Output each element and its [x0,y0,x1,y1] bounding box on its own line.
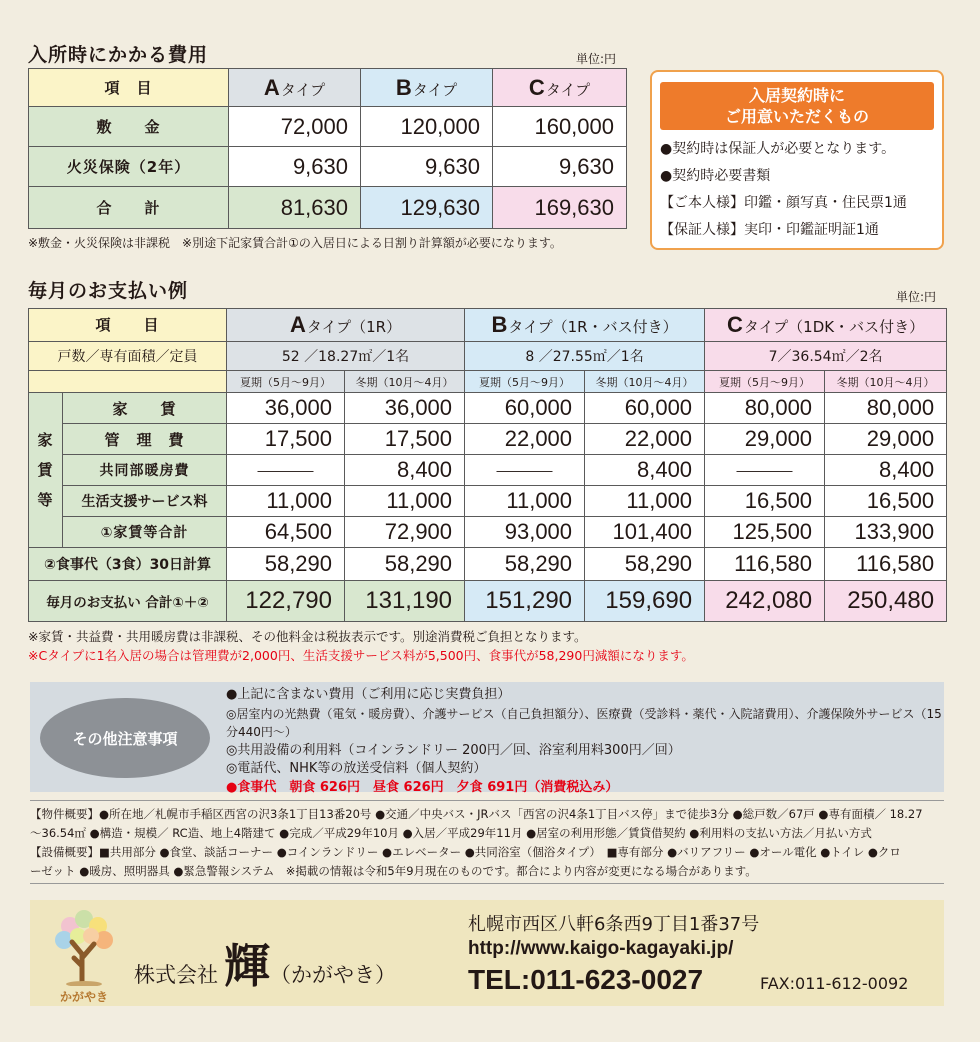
cell-value: 11,000 [465,486,585,517]
cell-value: 169,630 [493,187,627,229]
section2-unit: 単位:円 [896,290,937,304]
monthly-payment-table [28,308,947,622]
cell-value: 9,630 [229,147,361,187]
rent-group-label: 家 賃 等 [29,393,63,547]
other-note-line: ●上記に含まない費用（ご利用に応じ実費負担） [226,687,511,702]
units-value-b: 8 ／27.55㎡／1名 [465,341,705,370]
row-label: 管 理 費 [63,424,227,455]
other-note-line: ◎電話代、NHK等の放送受信料（個人契約） [226,761,487,776]
table-row [29,424,947,455]
company-address: 札幌市西区八軒6条西9丁目1番37号 [468,914,760,935]
summary-line: 【物件概要】●所在地／札幌市手稲区西宮の沢3条1丁目13番20号 ●交通／中央バス・JRバス「西宮の沢4条1丁目バス停」まで徒歩3分 ●総戸数／67戸 ●専有面積／ 18.27 [30,807,923,821]
cell-value: 80,000 [825,393,947,424]
cell-value: 16,500 [705,486,825,517]
cell-value: 160,000 [493,107,627,147]
table-row [29,516,947,547]
header-type-a: Aタイプ（1R） [227,309,465,342]
cell-value: 116,580 [705,547,825,580]
table-row [29,580,947,621]
section2-red-note: ※Cタイプに1名入居の場合は管理費が2,000円、生活支援サービス料が5,500円、食事代が58,290円減額になります。 [28,648,694,663]
cell-value: 22,000 [465,424,585,455]
cell-value: 36,000 [227,393,345,424]
total-row-label: 毎月のお支払い 合計①＋② [29,580,227,621]
header-type-a: Aタイプ [229,69,361,107]
row-label: 敷 金 [29,107,229,147]
other-note-line: ◎共用設備の利用料（コインランドリー 200円／回、浴室利用料300円／回） [226,742,681,758]
units-value-a: 52 ／18.27㎡／1名 [227,341,465,370]
cell-value: 16,500 [825,486,947,517]
cell-value: 81,630 [229,187,361,229]
cell-value: 120,000 [361,107,493,147]
summary-line: ～36.54㎡ ●構造・規模／ RC造、地上4階建て ●完成／平成29年10月 ●入居／平成29年11月 ●居室の利用形態／賃貸借契約 ●利用料の支払い方法／月払い方式 [30,826,872,840]
cell-value: 36,000 [345,393,465,424]
cell-value: 58,290 [585,547,705,580]
initial-cost-table [28,68,627,229]
cell-value: 58,290 [465,547,585,580]
summary-line: ーゼット ●暖房、照明器具 ●緊急警報システム ※掲載の情報は令和5年9月現在のものです。都合により内容が変更になる場合があります。 [30,864,757,878]
header-type-b: Bタイプ [361,69,493,107]
cell-value: 29,000 [705,424,825,455]
cell-value: ―――― [465,455,585,486]
season-header: 夏期（5月～9月） [227,370,345,393]
row-label: 生活支援サービス料 [63,486,227,517]
cell-value: 64,500 [227,516,345,547]
cell-value: 131,190 [345,580,465,621]
table-row [29,147,627,187]
header-type-c: Cタイプ（1DK・バス付き） [705,309,947,342]
units-label: 戸数／専有面積／定員 [29,341,227,370]
units-value-c: 7／36.54㎡／2名 [705,341,947,370]
cell-value: 9,630 [361,147,493,187]
cell-value: ―――― [705,455,825,486]
tree-logo-icon [44,906,124,986]
cell-value: 93,000 [465,516,585,547]
table-row [29,187,627,229]
contract-box-title: 入居契約時に ご用意いただくもの [660,82,934,130]
cell-value: 17,500 [227,424,345,455]
cell-value: 122,790 [227,580,345,621]
season-header: 冬期（10月～4月） [345,370,465,393]
cell-value: 72,000 [229,107,361,147]
company-footer [30,900,944,1006]
cell-value: 159,690 [585,580,705,621]
meal-row-label: ②食事代（3食）30日計算 [29,547,227,580]
company-tel: TEL:011-623-0027 [468,964,704,995]
cell-value: 8,400 [825,455,947,486]
cell-value: 116,580 [825,547,947,580]
season-header: 冬期（10月～4月） [585,370,705,393]
contract-line: ●契約時は保証人が必要となります。 [660,141,896,157]
cell-value: ―――― [227,455,345,486]
season-header-blank [29,370,227,393]
contract-requirements-box [650,70,944,250]
season-header: 冬期（10月～4月） [825,370,947,393]
cell-value: 72,900 [345,516,465,547]
row-label: ①家賃等合計 [63,516,227,547]
cell-value: 101,400 [585,516,705,547]
cell-value: 125,500 [705,516,825,547]
cell-value: 8,400 [345,455,465,486]
cell-value: 58,290 [345,547,465,580]
other-notes-label: その他注意事項 [40,698,210,778]
cell-value: 151,290 [465,580,585,621]
header-type-b: Bタイプ（1R・バス付き） [465,309,705,342]
table-row [29,455,947,486]
company-name: 株式会社 輝 （かがやき） [134,939,396,993]
cell-value: 60,000 [465,393,585,424]
cell-value: 129,630 [361,187,493,229]
cell-value: 8,400 [585,455,705,486]
summary-line: 【設備概要】■共用部分 ●食堂、談話コーナー ●コインランドリー ●エレベーター ●共同浴室（個浴タイプ） ■専有部分 ●バリアフリー ●オール電化 ●トイレ ●クロ [30,845,901,859]
season-header: 夏期（5月～9月） [465,370,585,393]
section1-unit: 単位:円 [576,52,617,66]
header-type-c: Cタイプ [493,69,627,107]
meal-price-line: ●食事代 朝食 626円 昼食 626円 夕食 691円（消費税込み） [226,779,619,795]
row-label: 共同部暖房費 [63,455,227,486]
cell-value: 29,000 [825,424,947,455]
section2-note: ※家賃・共益費・共用暖房費は非課税、その他料金は税抜表示です。別途消費税ご負担となります。 [28,629,587,644]
header-item: 項 目 [29,309,227,342]
logo-caption: かがやき [59,990,108,1004]
cell-value: 11,000 [345,486,465,517]
section1-title: 入所時にかかる費用 [28,44,209,66]
company-fax: FAX:011-612-0092 [760,974,909,993]
cell-value: 242,080 [705,580,825,621]
season-header: 夏期（5月～9月） [705,370,825,393]
cell-value: 17,500 [345,424,465,455]
cell-value: 60,000 [585,393,705,424]
cell-value: 250,480 [825,580,947,621]
cell-value: 11,000 [227,486,345,517]
other-note-line: ◎居室内の光熱費（電気・暖房費）、介護サービス（自己負担額分）、医療費（受診料・薬代・入院諸費用）、介護保険外サービス（15分440円～） [226,706,942,739]
cell-value: 22,000 [585,424,705,455]
contract-line: 【保証人様】実印・印鑑証明証1通 [660,222,879,238]
row-label: 家 賃 [63,393,227,424]
section2-title: 毎月のお支払い例 [28,280,189,302]
kagayaki-logo [44,906,124,1002]
property-summary [30,800,944,884]
row-label: 合 計 [29,187,229,229]
header-item: 項 目 [29,69,229,107]
section1-note: ※敷金・火災保険は非課税 ※別途下記家賃合計①の入居日による日割り計算額が必要になります。 [28,236,562,250]
other-notes-list [226,686,942,797]
company-url[interactable]: http://www.kaigo-kagayaki.jp/ [468,938,734,959]
row-label: 火災保険（2年） [29,147,229,187]
contract-line: ●契約時必要書類 [660,168,771,184]
cell-value: 58,290 [227,547,345,580]
table-row [29,107,627,147]
table-row [29,547,947,580]
cell-value: 9,630 [493,147,627,187]
contract-line: 【ご本人様】印鑑・顔写真・住民票1通 [660,195,907,211]
cell-value: 133,900 [825,516,947,547]
table-row [29,393,947,424]
cell-value: 80,000 [705,393,825,424]
table-row [29,486,947,517]
cell-value: 11,000 [585,486,705,517]
other-notes-box [30,682,944,795]
